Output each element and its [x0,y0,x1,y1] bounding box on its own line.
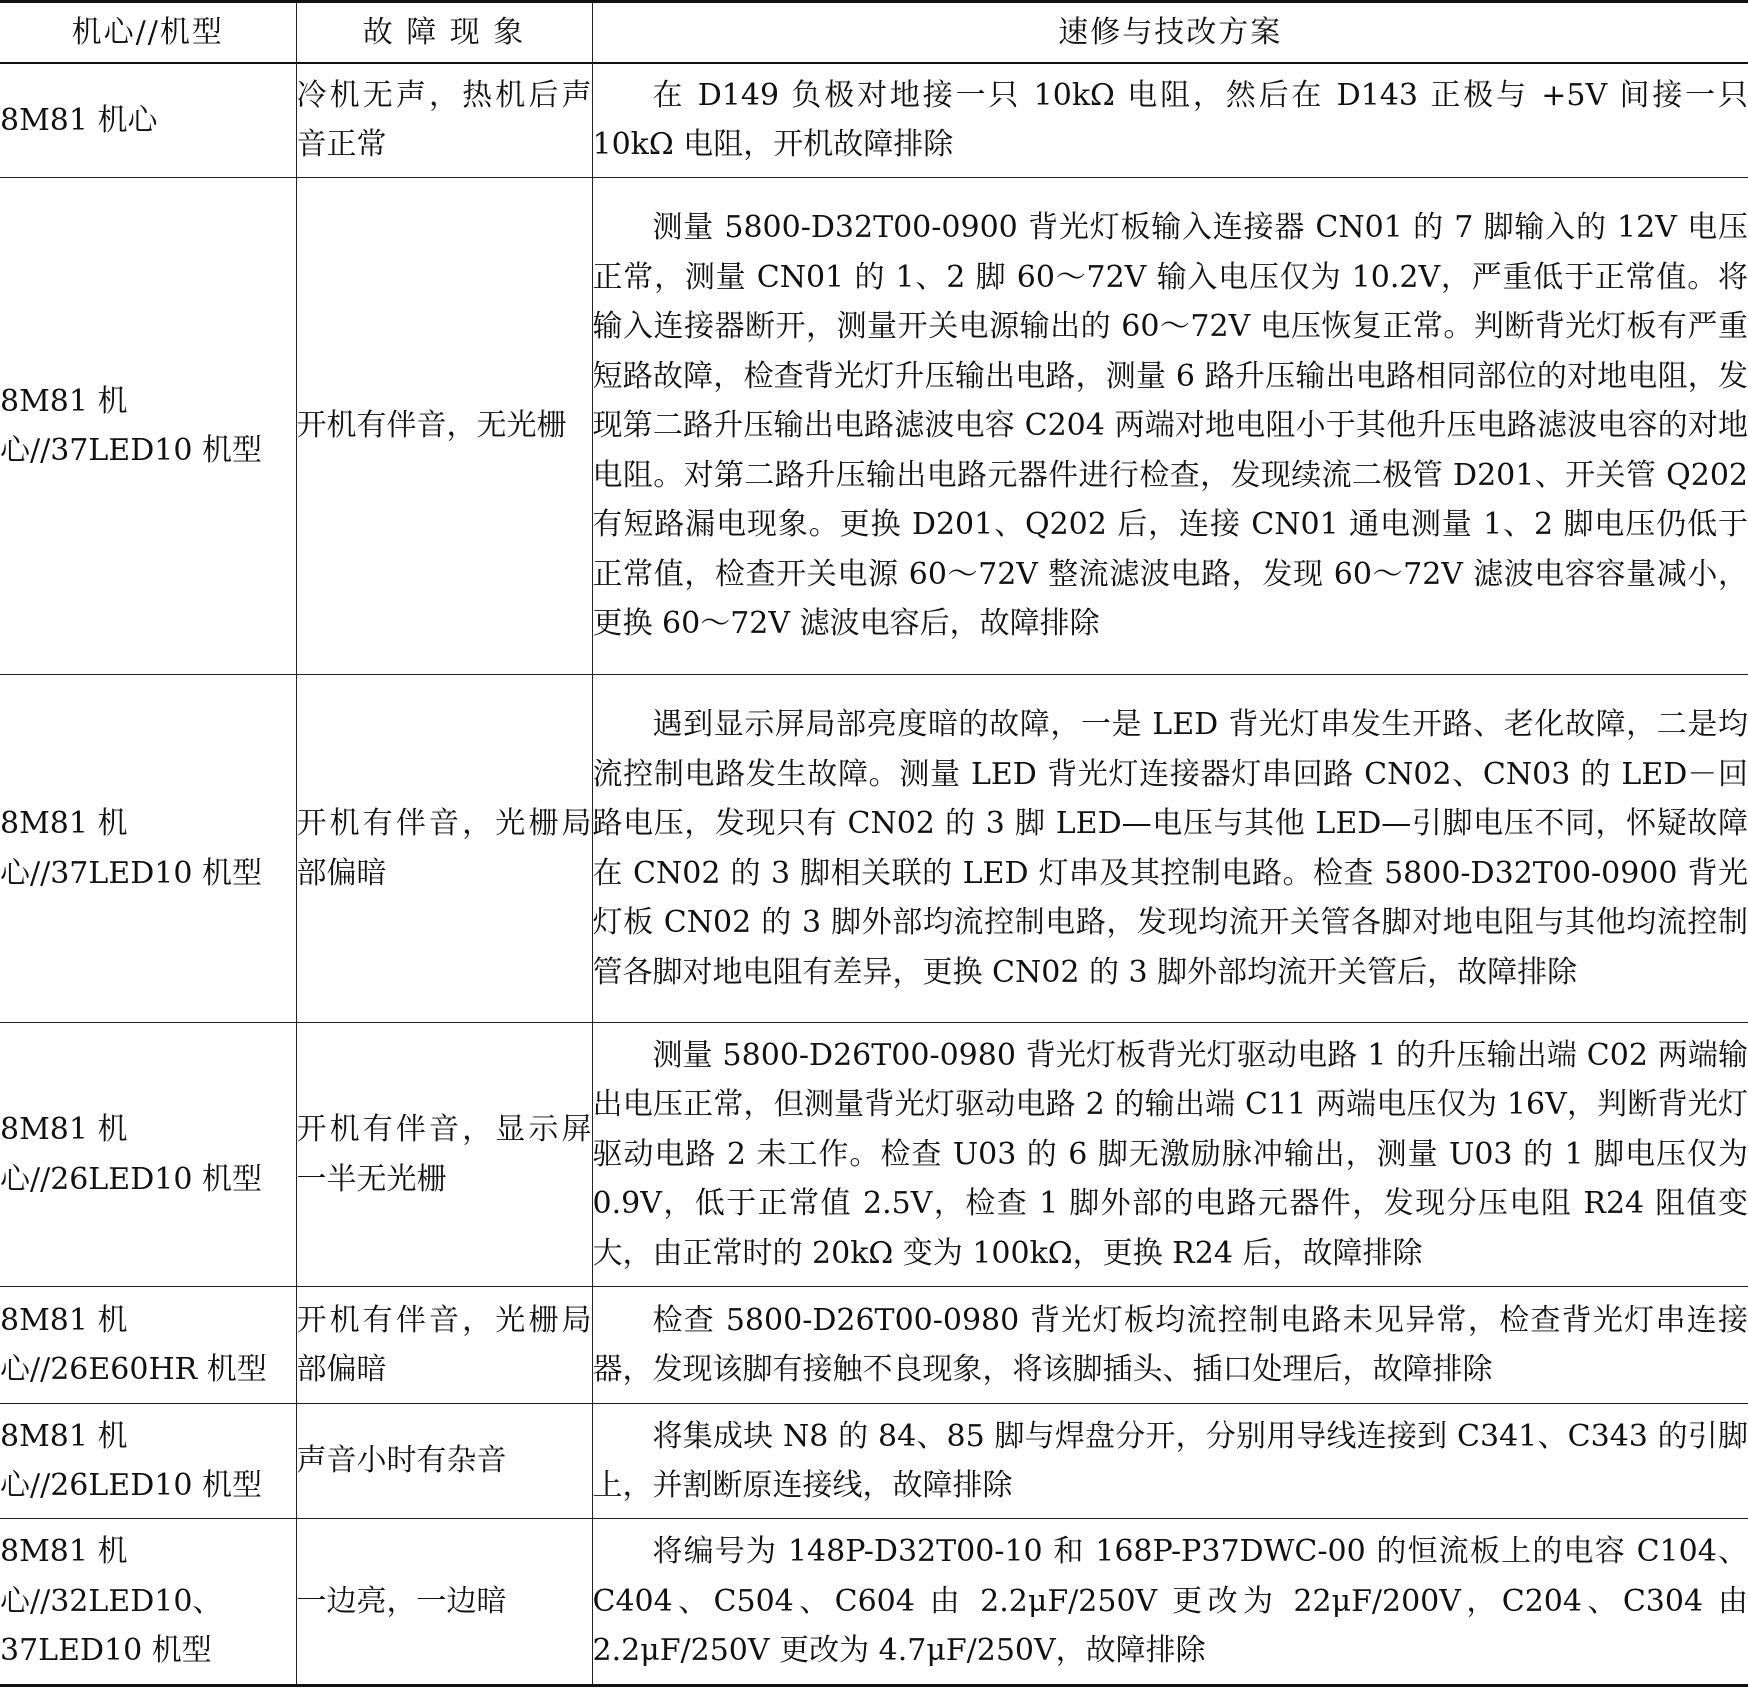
solution-cell [592,1287,1748,1404]
header-symptom: 故 障 现 象 [296,2,592,63]
table-row [0,1023,1748,1287]
model-cell: 8M81 机心//37LED10 机型 [0,675,296,1023]
table-header [0,2,1748,63]
model-cell: 8M81 机心//26LED10 机型 [0,1404,296,1519]
solution-cell [592,675,1748,1023]
solution-cell [592,178,1748,675]
model-cell: 8M81 机心//32LED10、37LED10 机型 [0,1519,296,1686]
solution-text: 测量 5800-D26T00-0980 背光灯板背光灯驱动电路 1 的升压输出端 C02 两端输出电压正常，但测量背光灯驱动电路 2 的输出端 C11 两端电压仅为 16V，判断背光灯驱动电路 2 未工作。检查 U03 的 6 脚无激励脉冲输出，测量 U03 的 1 脚电压仅为 0.9V，低于正常值 2.5V，检查 1 脚外部的电路元器件，发现分压电阻 R24 阻值变大，由正常时的 20kΩ 变为 100kΩ，更换 R24 后，故障排除 [592,1037,1748,1271]
model-cell: 8M81 机心//26LED10 机型 [0,1023,296,1287]
header-row [0,2,1748,63]
symptom-cell: 冷机无声，热机后声音正常 [296,63,592,178]
solution-cell [592,1404,1748,1519]
solution-text: 测量 5800-D32T00-0900 背光灯板输入连接器 CN01 的 7 脚输入的 12V 电压正常，测量 CN01 的 1、2 脚 60～72V 输入电压仅为 10.2V，严重低于正常值。将输入连接器断开，测量开关电源输出的 60～72V 电压恢复正常。判断背光灯板有严重短路故障，检查背光灯升压输出电路，测量 6 路升压输出电路相同部位的对地电阻，发现第二路升压输出电路滤波电容 C204 两端对地电阻小于其他升压电路滤波电容的对地电阻。对第二路升压输出电路元器件进行检查，发现续流二极管 D201、开关管 Q202 有短路漏电现象。更换 D201、Q202 后，连接 CN01 通电测量 1、2 脚电压仍低于正常值，检查开关电源 60～72V 整流滤波电路，发现 60～72V 滤波电容容量减小，更换 60～72V 滤波电容后，故障排除 [592,210,1748,642]
symptom-cell: 声音小时有杂音 [296,1404,592,1519]
symptom-cell: 开机有伴音，光栅局部偏暗 [296,1287,592,1404]
solution-text: 将编号为 148P-D32T00-10 和 168P-P37DWC-00 的恒流板上的电容 C104、C404、C504、C604 由 2.2μF/250V 更改为 22μF/200V，C204、C304 由 2.2μF/250V 更改为 4.7μF/250V，故障排除 [592,1534,1748,1669]
symptom-cell: 一边亮，一边暗 [296,1519,592,1686]
solution-text: 检查 5800-D26T00-0980 背光灯板均流控制电路未见异常，检查背光灯串连接器，发现该脚有接触不良现象，将该脚插头、插口处理后，故障排除 [592,1302,1748,1387]
solution-text: 在 D149 负极对地接一只 10kΩ 电阻，然后在 D143 正极与 +5V 间接一只 10kΩ 电阻，开机故障排除 [592,77,1748,163]
solution-cell [592,1023,1748,1287]
table-row [0,1404,1748,1519]
model-cell: 8M81 机心//37LED10 机型 [0,178,296,675]
table-row [0,1287,1748,1404]
model-cell: 8M81 机心//26E60HR 机型 [0,1287,296,1404]
model-cell: 8M81 机心 [0,63,296,178]
table-row [0,1519,1748,1686]
solution-cell [592,63,1748,178]
table-row [0,63,1748,178]
solution-cell [592,1519,1748,1686]
symptom-cell: 开机有伴音，无光栅 [296,178,592,675]
symptom-cell: 开机有伴音，光栅局部偏暗 [296,675,592,1023]
table-row [0,178,1748,675]
symptom-cell: 开机有伴音，显示屏一半无光栅 [296,1023,592,1287]
header-model: 机心//机型 [0,2,296,63]
table-row [0,675,1748,1023]
table-body [0,63,1748,1686]
header-solution: 速修与技改方案 [592,2,1748,63]
solution-text: 将集成块 N8 的 84、85 脚与焊盘分开，分别用导线连接到 C341、C343 的引脚上，并割断原连接线，故障排除 [592,1418,1748,1503]
solution-text: 遇到显示屏局部亮度暗的故障，一是 LED 背光灯串发生开路、老化故障，二是均流控制电路发生故障。测量 LED 背光灯连接器灯串回路 CN02、CN03 的 LED－回路电压，发现只有 CN02 的 3 脚 LED—电压与其他 LED—引脚电压不同，怀疑故障在 CN02 的 3 脚相关联的 LED 灯串及其控制电路。检查 5800-D32T00-0900 背光灯板 CN02 的 3 脚外部均流控制电路，发现均流开关管各脚对地电阻与其他均流控制管各脚对地电阻有差异，更换 CN02 的 3 脚外部均流开关管后，故障排除 [592,707,1748,990]
